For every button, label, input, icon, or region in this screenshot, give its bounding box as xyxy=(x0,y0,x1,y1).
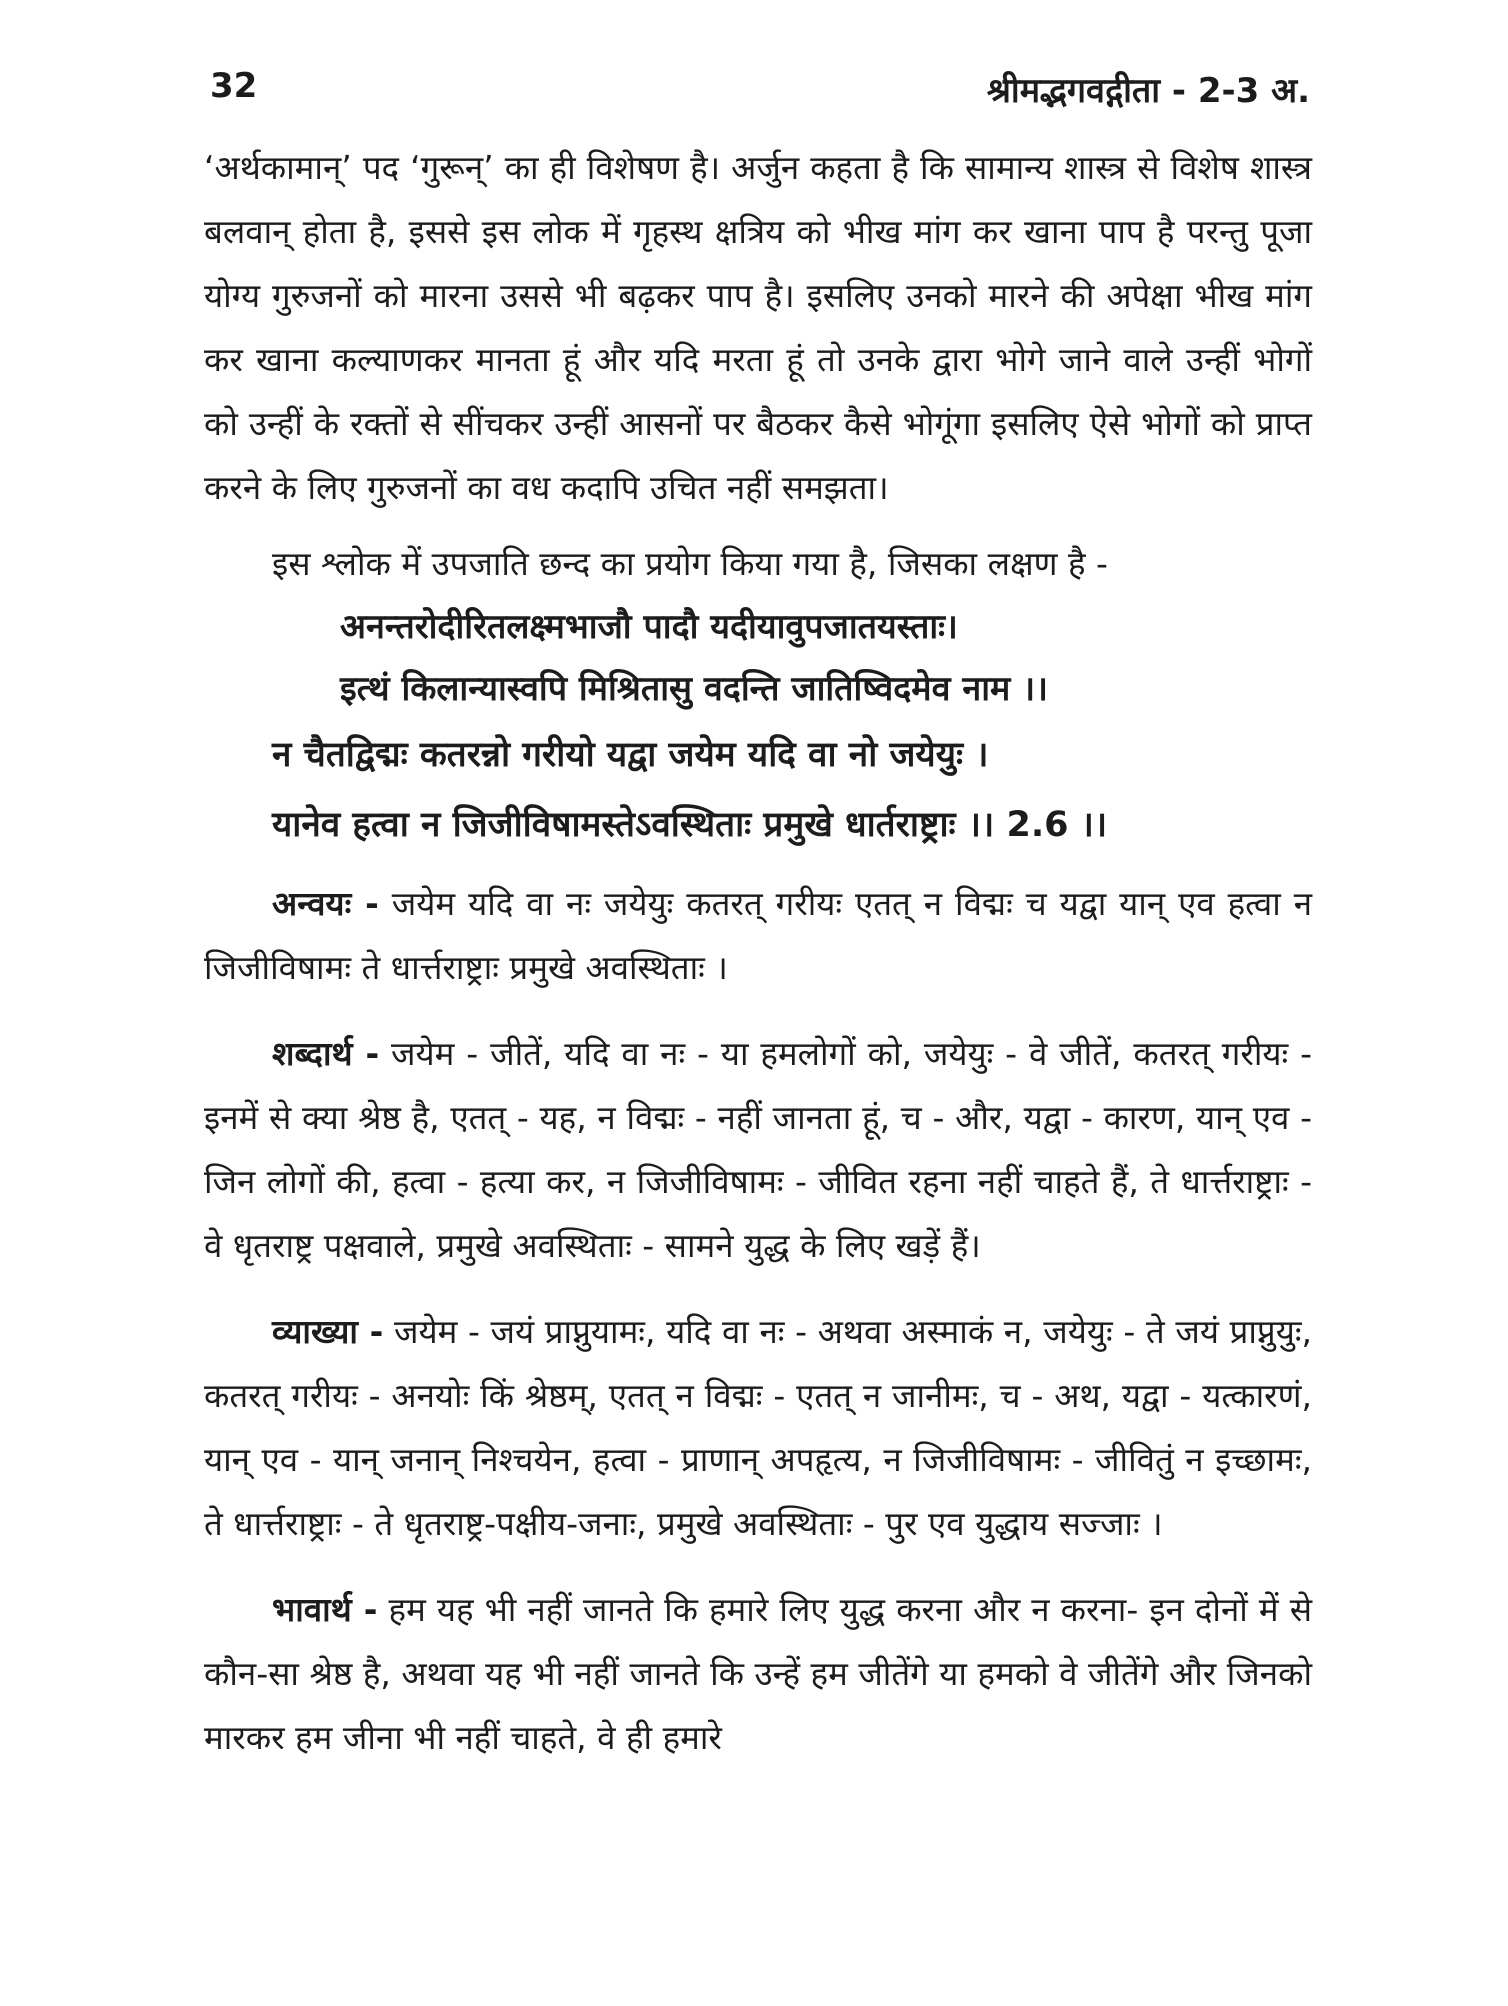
meter-verse-line-1: अनन्तरोदीरितलक्ष्मभाजौ पादौ यदीयावुपजातयस्ताः। xyxy=(340,607,958,647)
meter-note: इस श्लोक में उपजाति छन्द का प्रयोग किया गया है, जिसका लक्षण है - xyxy=(272,544,1108,583)
intro-paragraph: ‘अर्थकामान्’ पद ‘गुरून्’ का ही विशेषण है। अर्जुन कहता है कि सामान्य शास्त्र से विशेष शास्त्र बलवान् होता है, इससे इस लोक में गृहस्थ क्षत्रिय को भीख मांग कर खाना पाप है परन्तु पूजा योग्य गुरुजनों को मारना उससे भी बढ़कर पाप है। इसलिए उनको मारने की अपेक्षा भीख मांग कर खाना कल्याणकर मानता हूं और यदि मरता हूं तो उनके द्वारा भोगे जाने वाले उन्हीं भोगों को उन्हीं के रक्तों से सींचकर उन्हीं आसनों पर बैठकर कैसे भोगूंगा इसलिए ऐसे भोगों को प्राप्त करने के लिए गुरुजनों का वध कदापि उचित नहीं समझता। xyxy=(204,148,1312,507)
shabdartha-label: शब्दार्थ - xyxy=(272,1034,380,1073)
shabdartha-text: जयेम - जीतें, यदि वा नः - या हमलोगों को, जयेयुः - वे जीतें, कतरत् गरीयः - इनमें से क्या श्रेष्ठ है, एतत् - यह, न विद्मः - नहीं जानता हूं, च - और, यद्वा - कारण, यान् एव - जिन लोगों की, हत्वा - हत्या कर, न जिजीविषामः - जीवित रहना नहीं चाहते हैं, ते धार्त्तराष्ट्राः - वे धृतराष्ट्र पक्षवाले, प्रमुखे अवस्थिताः - सामने युद्ध के लिए खड़ें हैं। xyxy=(204,1034,1312,1265)
anvaya-label: अन्वयः - xyxy=(272,884,379,923)
meter-verse-line-2: इत्थं किलान्यास्वपि मिश्रितासु वदन्ति जातिष्विदमेव नाम ।। xyxy=(340,669,1048,709)
anvaya-text: जयेम यदि वा नः जयेयुः कतरत् गरीयः एतत् न विद्मः च यद्वा यान् एव हत्वा न जिजीविषामः ते धार्त्तराष्ट्राः प्रमुखे अवस्थिताः । xyxy=(204,884,1313,987)
vyakhya-label: व्याख्या - xyxy=(272,1312,384,1351)
bhavartha-text: हम यह भी नहीं जानते कि हमारे लिए युद्ध करना और न करना- इन दोनों में से कौन-सा श्रेष्ठ है, अथवा यह भी नहीं जानते कि उन्हें हम जीतेंगे या हमको वे जीतेंगे और जिनको मारकर हम जीना भी नहीं चाहते, वे ही हमारे xyxy=(204,1590,1313,1757)
page-body xyxy=(204,136,1312,1770)
bhavartha-label: भावार्थ - xyxy=(272,1590,378,1629)
page-header xyxy=(210,66,1310,126)
vyakhya-text: जयेम - जयं प्राप्नुयामः, यदि वा नः - अथवा अस्माकं न, जयेयुः - ते जयं प्राप्नुयुः, कतरत् गरीयः - अनयोः किं श्रेष्ठम्, एतत् न विद्मः - एतत् न जानीमः, च - अथ, यद्वा - यत्कारणं, यान् एव - यान् जनान् निश्चयेन, हत्वा - प्राणान् अपहृत्य, न जिजीविषामः - जीवितुं न इच्छामः, ते धार्त्तराष्ट्राः - ते धृतराष्ट्र-पक्षीय-जनाः, प्रमुखे अवस्थिताः - पुर एव युद्धाय सज्जाः । xyxy=(204,1312,1312,1543)
running-head: श्रीमद्भगवद्गीता - 2-3 अ. xyxy=(986,71,1310,111)
page-number: 32 xyxy=(210,66,258,106)
vyakhya-section xyxy=(204,1300,1312,1556)
bhavartha-section xyxy=(204,1578,1312,1770)
shloka-line-1: न चैतद्विद्मः कतरन्नो गरीयो यद्वा जयेम यदि वा नो जयेयुः । xyxy=(272,735,989,775)
shloka-line-2: यानेव हत्वा न जिजीविषामस्तेऽवस्थिताः प्रमुखे धार्तराष्ट्राः ।। 2.6 ।। xyxy=(272,805,1108,845)
shabdartha-section xyxy=(204,1022,1312,1278)
anvaya-section xyxy=(204,872,1312,1000)
